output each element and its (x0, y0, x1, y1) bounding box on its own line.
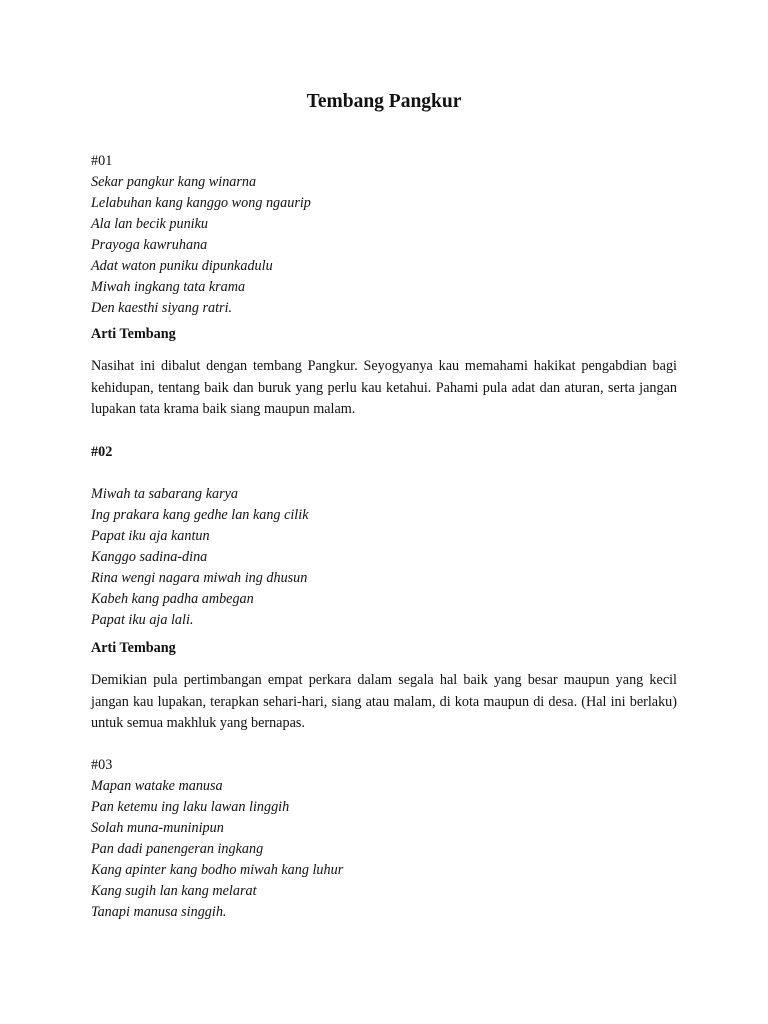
verse (91, 484, 677, 631)
verse-line: Kabeh kang padha ambegan (91, 591, 254, 607)
section-01 (91, 151, 677, 319)
verse-line: Kang apinter kang bodho miwah kang luhur (91, 862, 344, 878)
verse-line: Pan ketemu ing laku lawan linggih (91, 799, 290, 815)
verse-line: Papat iku aja lali. (91, 612, 194, 628)
verse-line: Lelabuhan kang kanggo wong ngaurip (91, 195, 311, 211)
verse-line: Miwah ingkang tata krama (91, 279, 246, 295)
verse-line: Papat iku aja kantun (91, 528, 210, 544)
verse-line: Kang sugih lan kang melarat (91, 883, 257, 899)
verse-line: Den kaesthi siyang ratri. (91, 300, 233, 316)
verse-line: Rina wengi nagara miwah ing dhusun (91, 570, 308, 586)
verse (91, 172, 677, 319)
meaning-heading: Arti Tembang (91, 326, 176, 342)
meaning-paragraph: Demikian pula pertimbangan empat perkara dalam segala hal baik yang besar maupun yang kecil jangan kau lupakan, terapkan sehari-hari, siang atau malam, di kota maupun di desa. (Hal ini berlaku) untuk semua makhluk yang bernapas. (91, 672, 677, 731)
meaning-heading: Arti Tembang (91, 640, 176, 656)
verse-line: Ala lan becik puniku (91, 216, 209, 232)
verse-line: Ing prakara kang gedhe lan kang cilik (91, 507, 309, 523)
verse-line: Pan dadi panengeran ingkang (91, 841, 264, 857)
meaning-paragraph: Nasihat ini dibalut dengan tembang Pangkur. Seyogyanya kau memahami hakikat pengabdian bagi kehidupan, tentang baik dan buruk yang perlu kau ketahui. Pahami pula adat dan aturan, serta jangan lupakan tata krama baik siang maupun malam. (91, 358, 677, 417)
verse (91, 776, 677, 923)
verse-line: Tanapi manusa singgih. (91, 904, 227, 920)
section-number: #03 (91, 757, 113, 773)
verse-line: Kanggo sadina-dina (91, 549, 208, 565)
section-number: #01 (91, 153, 113, 169)
verse-line: Adat waton puniku dipunkadulu (91, 258, 273, 274)
section-03 (91, 755, 677, 923)
page-title: Tembang Pangkur (306, 91, 462, 112)
verse-line: Mapan watake manusa (91, 778, 223, 794)
verse-line: Solah muna-muninipun (91, 820, 224, 836)
verse-line: Sekar pangkur kang winarna (91, 174, 257, 190)
verse-line: Miwah ta sabarang karya (91, 486, 238, 502)
section-number: #02 (91, 444, 113, 460)
verse-line: Prayoga kawruhana (91, 237, 208, 253)
